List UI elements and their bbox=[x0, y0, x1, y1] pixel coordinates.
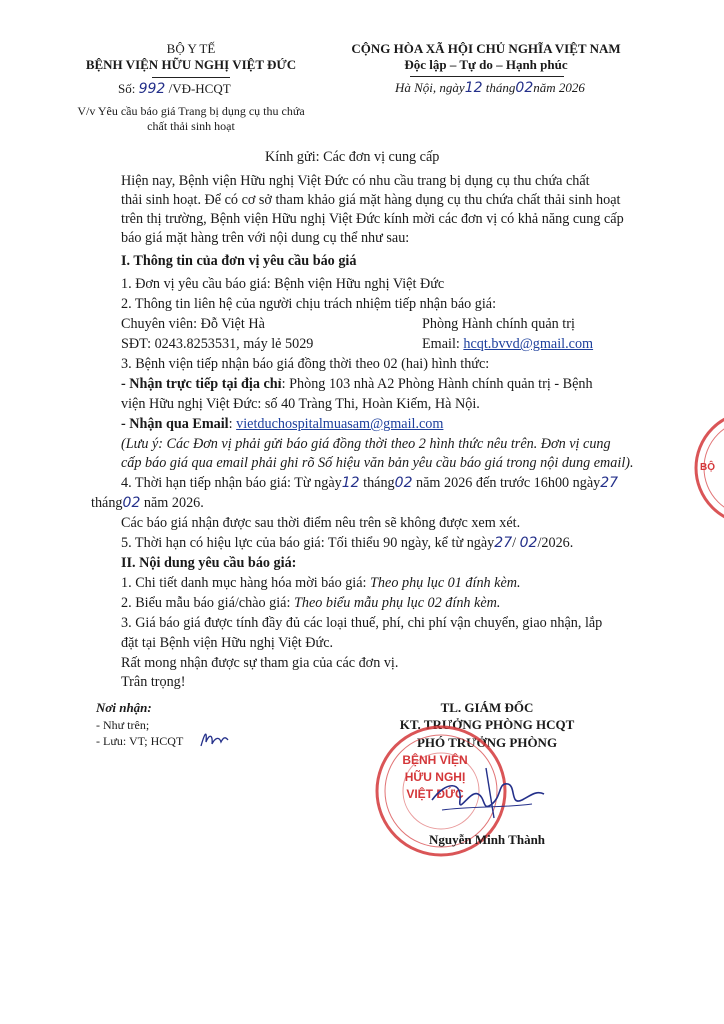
ministry-name: BỘ Y TẾ bbox=[166, 41, 216, 56]
email-delivery bbox=[121, 416, 443, 433]
item-4-text-c: năm 2026 đến trước 16h00 ngày bbox=[416, 475, 601, 491]
item-5-handwritten-month: 02 bbox=[519, 535, 538, 551]
country-name: CỘNG HÒA XÃ HỘI CHỦ NGHĨA VIỆT NAM bbox=[351, 41, 621, 56]
header-right-rule bbox=[410, 76, 564, 77]
item-5-text-a: 5. Thời hạn có hiệu lực của báo giá: Tối thiểu 90 ngày, kể từ ngày bbox=[121, 535, 495, 551]
number-prefix: Số: bbox=[118, 81, 136, 96]
intro-line-4: báo giá mặt hàng trên với nội dung cụ thể như sau: bbox=[121, 230, 410, 246]
contact-email-label: Email: bbox=[422, 336, 460, 352]
signer-title-1: TL. GIÁM ĐỐC bbox=[440, 700, 534, 715]
document-number bbox=[118, 81, 231, 97]
late-note: Các báo giá nhận được sau thời điểm nêu trên sẽ không được xem xét. bbox=[121, 515, 521, 531]
section-1-heading: I. Thông tin của đơn vị yêu cầu báo giá bbox=[121, 253, 357, 269]
item-4-line-2 bbox=[91, 495, 204, 512]
item-5-sep: / bbox=[512, 535, 517, 551]
note-line-1: (Lưu ý: Các Đơn vị phải gửi báo giá đồng thời theo 2 hình thức nêu trên. Đơn vị cung bbox=[121, 436, 611, 452]
intro-line-2: thải sinh hoạt. Để có cơ sở tham khảo giá mặt hàng dụng cụ thu chứa chất thải sinh hoạt bbox=[121, 192, 621, 208]
side-seal-text: BỘ bbox=[700, 462, 715, 473]
item-5 bbox=[121, 535, 573, 552]
s2-item-2-text: 2. Biểu mẫu báo giá/chào giá: bbox=[121, 595, 294, 611]
note-line-2: cấp báo giá qua email phải ghi rõ Số hiệu văn bản yêu cầu báo giá trong nội dung email). bbox=[121, 455, 634, 471]
item-5-text-b: /2026. bbox=[537, 535, 574, 551]
intro-line-1: Hiện nay, Bệnh viện Hữu nghị Việt Đức có nhu cầu trang bị dụng cụ thu chứa chất bbox=[121, 173, 590, 189]
closing-line-2: Trân trọng! bbox=[121, 674, 186, 690]
subject-line-1: V/v Yêu cầu báo giá Trang bị dụng cụ thu chứa bbox=[77, 104, 305, 118]
signer-name: Nguyễn Minh Thành bbox=[428, 832, 546, 847]
recipients-title: Nơi nhận: bbox=[96, 700, 152, 715]
direct-delivery-text: : Phòng 103 nhà A2 Phòng Hành chính quản trị - Bệnh bbox=[281, 376, 593, 392]
motto: Độc lập – Tự do – Hạnh phúc bbox=[404, 57, 568, 72]
recipients-item-2: - Lưu: VT; HCQT bbox=[96, 734, 184, 748]
signer-title-2: KT. TRƯỞNG PHÒNG HCQT bbox=[399, 717, 575, 732]
s2-item-1-text: 1. Chi tiết danh mục hàng hóa mời báo giá: bbox=[121, 575, 371, 591]
recipient-line: Kính gửi: Các đơn vị cung cấp bbox=[265, 149, 440, 165]
item-4-handwritten-day: 12 bbox=[341, 475, 360, 491]
date-prefix: Hà Nội, ngày bbox=[395, 80, 465, 95]
item-1: 1. Đơn vị yêu cầu báo giá: Bệnh viện Hữu nghị Việt Đức bbox=[121, 276, 445, 292]
item-5-handwritten-day: 27 bbox=[494, 535, 513, 551]
section-2-item-2 bbox=[121, 595, 500, 612]
item-4-handwritten-month: 02 bbox=[394, 475, 413, 491]
date-day-handwritten: 12 bbox=[464, 80, 483, 96]
item-4-text-d: tháng bbox=[91, 495, 123, 511]
subject-line-2: chất thải sinh hoạt bbox=[147, 119, 235, 133]
direct-delivery-line-2: viện Hữu nghị Việt Đức: số 40 Tràng Thi, Hoàn Kiếm, Hà Nội. bbox=[121, 396, 480, 412]
contact-email-link[interactable]: hcqt.bvvd@gmail.com bbox=[463, 336, 594, 352]
seal-text-line-1: BỆNH VIỆN bbox=[402, 753, 468, 767]
intro-line-3: trên thị trường, Bệnh viện Hữu nghị Việt Đức kính mời các đơn vị có khả năng cung cấp bbox=[121, 211, 624, 227]
document-date bbox=[395, 80, 585, 96]
initials-signature-icon bbox=[197, 728, 231, 750]
email-delivery-label: - Nhận qua Email bbox=[121, 416, 229, 432]
item-4-handwritten-end-month: 02 bbox=[122, 495, 141, 511]
contact-email bbox=[422, 336, 593, 353]
hospital-name: BỆNH VIỆN HỮU NGHỊ VIỆT ĐỨC bbox=[85, 57, 297, 72]
section-2-item-3-line-1: 3. Giá báo giá được tính đầy đủ các loại thuế, phí, chi phí vận chuyển, giao nhận, lắp bbox=[121, 615, 603, 631]
email-delivery-colon: : bbox=[228, 416, 233, 432]
signature-icon bbox=[412, 760, 552, 830]
contact-name: Chuyên viên: Đỗ Việt Hà bbox=[121, 316, 265, 332]
section-2-item-3-line-2: đặt tại Bệnh viện Hữu nghị Việt Đức. bbox=[121, 635, 334, 651]
section-2-heading: II. Nội dung yêu cầu báo giá: bbox=[121, 555, 297, 571]
item-4-text-a: 4. Thời hạn tiếp nhận báo giá: Từ ngày bbox=[121, 475, 342, 491]
item-4-line-1 bbox=[121, 475, 618, 492]
recipients-item-1: - Như trên; bbox=[96, 718, 150, 732]
item-2: 2. Thông tin liên hệ của người chịu trách nhiệm tiếp nhận báo giá: bbox=[121, 296, 497, 312]
date-year: năm 2026 bbox=[533, 80, 585, 95]
section-2-item-1 bbox=[121, 575, 521, 592]
seal-text-line-3: VIỆT ĐỨC bbox=[406, 787, 464, 801]
contact-phone: SĐT: 0243.8253531, máy lẻ 5029 bbox=[121, 336, 314, 352]
direct-delivery-label: - Nhận trực tiếp tại địa chỉ bbox=[121, 376, 282, 392]
email-delivery-link[interactable]: vietduchospitalmuasam@gmail.com bbox=[236, 416, 444, 432]
seal-text-line-2: HỮU NGHỊ bbox=[404, 770, 466, 784]
date-month-label: tháng bbox=[485, 80, 516, 95]
direct-delivery-line-1 bbox=[121, 376, 593, 393]
header-left-rule bbox=[152, 77, 230, 78]
signer-title-3: PHÓ TRƯỞNG PHÒNG bbox=[416, 735, 558, 750]
item-4-text-e: năm 2026. bbox=[143, 495, 204, 511]
s2-item-1-italic: Theo phụ lục 01 đính kèm. bbox=[370, 575, 521, 591]
contact-department: Phòng Hành chính quản trị bbox=[422, 316, 575, 332]
item-3: 3. Bệnh viện tiếp nhận báo giá đồng thời theo 02 (hai) hình thức: bbox=[121, 356, 490, 372]
item-4-handwritten-end-day: 27 bbox=[600, 475, 619, 491]
number-suffix: /VĐ-HCQT bbox=[168, 81, 231, 96]
number-handwritten: 992 bbox=[138, 81, 166, 97]
closing-line-1: Rất mong nhận được sự tham gia của các đơn vị. bbox=[121, 655, 399, 671]
s2-item-2-italic: Theo biểu mẫu phụ lục 02 đính kèm. bbox=[293, 595, 501, 611]
item-4-text-b: tháng bbox=[363, 475, 395, 491]
date-month-handwritten: 02 bbox=[515, 80, 534, 96]
